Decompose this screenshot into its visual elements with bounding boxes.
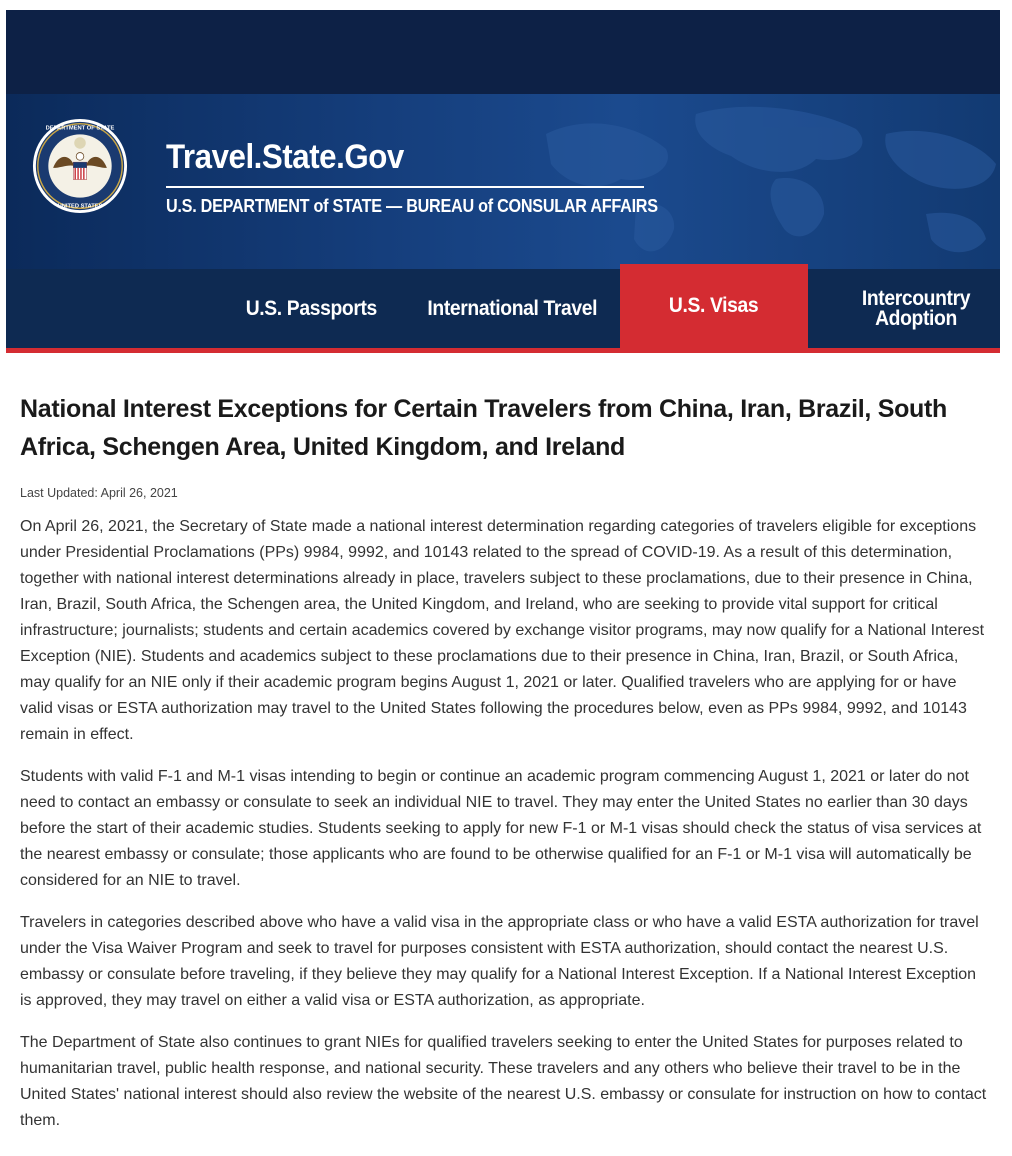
article-paragraph: Students with valid F-1 and M-1 visas intending to begin or continue an academic program commencing August 1, 2021 or later do not need to contact an embassy or consulate to seek an individual NIE to travel. They may enter the United States no earlier than 30 days before the start of their academic studies. Students seeking to apply for new F-1 or M-1 visas should check the status of visa services at the nearest embassy or consulate; those applicants who are found to be otherwise qualified for an F-1 or M-1 visa will automatically be considered for an NIE to travel. [20,768,982,889]
nav-item-intercountry-adoption[interactable]: Intercountry Adoption [861,286,971,330]
svg-text:DEPARTMENT OF STATE: DEPARTMENT OF STATE [45,125,115,132]
page-title: National Interest Exceptions for Certain Travelers from China, Iran, Brazil, South Africa, Schengen Area, United Kingdom, and Ireland [20,395,948,461]
article-paragraph: On April 26, 2021, the Secretary of State made a national interest determination regarding categories of travelers eligible for exceptions under Presidential Proclamations (PPs) 9984, 9992, and 10143 related to the spread of COVID-19. As a result of this determination, together with national interest determinations already in place, travelers subject to these proclamations, due to their presence in China, Iran, Brazil, South Africa, the Schengen area, the United Kingdom, and Ireland, who are seeking to provide vital support for critical infrastructure; journalists; students and certain academics covered by exchange visitor programs, may now qualify for a National Interest Exception (NIE). Students and academics subject to these proclamations due to their presence in China, Iran, Brazil, or South Africa, may qualify for an NIE only if their academic program begins August 1, 2021 or later. Qualified travelers who are applying for or have valid visas or ESTA authorization may travel to the United States following the procedures below, even as PPs 9984, 9992, and 10143 remain in effect. [20,518,985,743]
article [20,390,990,1134]
article-paragraph: Travelers in categories described above who have a valid visa in the appropriate class or who have a valid ESTA authorization for travel under the Visa Waiver Program and seek to travel for purposes consistent with ESTA authorization, should contact the nearest U.S. embassy or consulate before traveling, if they believe they may qualify for a National Interest Exception. If a National Interest Exception is approved, they may travel on either a valid visa or ESTA authorization, as appropriate. [20,914,979,1009]
svg-text:UNITED STATES: UNITED STATES [57,203,103,210]
nav-item-visas[interactable]: U.S. Visas [620,264,808,348]
article-paragraph: The Department of State also continues to grant NIEs for qualified travelers seeking to enter the United States for purposes related to humanitarian travel, public health response, and national security. These travelers and any others who believe their travel to be in the United States' national interest should also review the website of the nearest U.S. embassy or consulate for instruction on how to contact them. [20,1034,987,1129]
title-divider [166,186,644,188]
banner [6,94,1000,269]
top-strip [6,10,1000,94]
department-seal-icon [32,118,128,214]
site-subtitle: U.S. DEPARTMENT of STATE — BUREAU of CONSULAR AFFAIRS [166,196,658,216]
world-map-icon [526,94,1000,269]
site-header [6,10,1000,352]
nav-item-international-travel[interactable]: International Travel [427,296,597,320]
accent-bar [6,348,1000,353]
main-nav [6,269,1000,348]
nav-item-passports[interactable]: U.S. Passports [245,296,377,320]
site-title[interactable]: Travel.State.Gov [166,138,404,176]
last-updated: Last Updated: April 26, 2021 [20,486,178,500]
